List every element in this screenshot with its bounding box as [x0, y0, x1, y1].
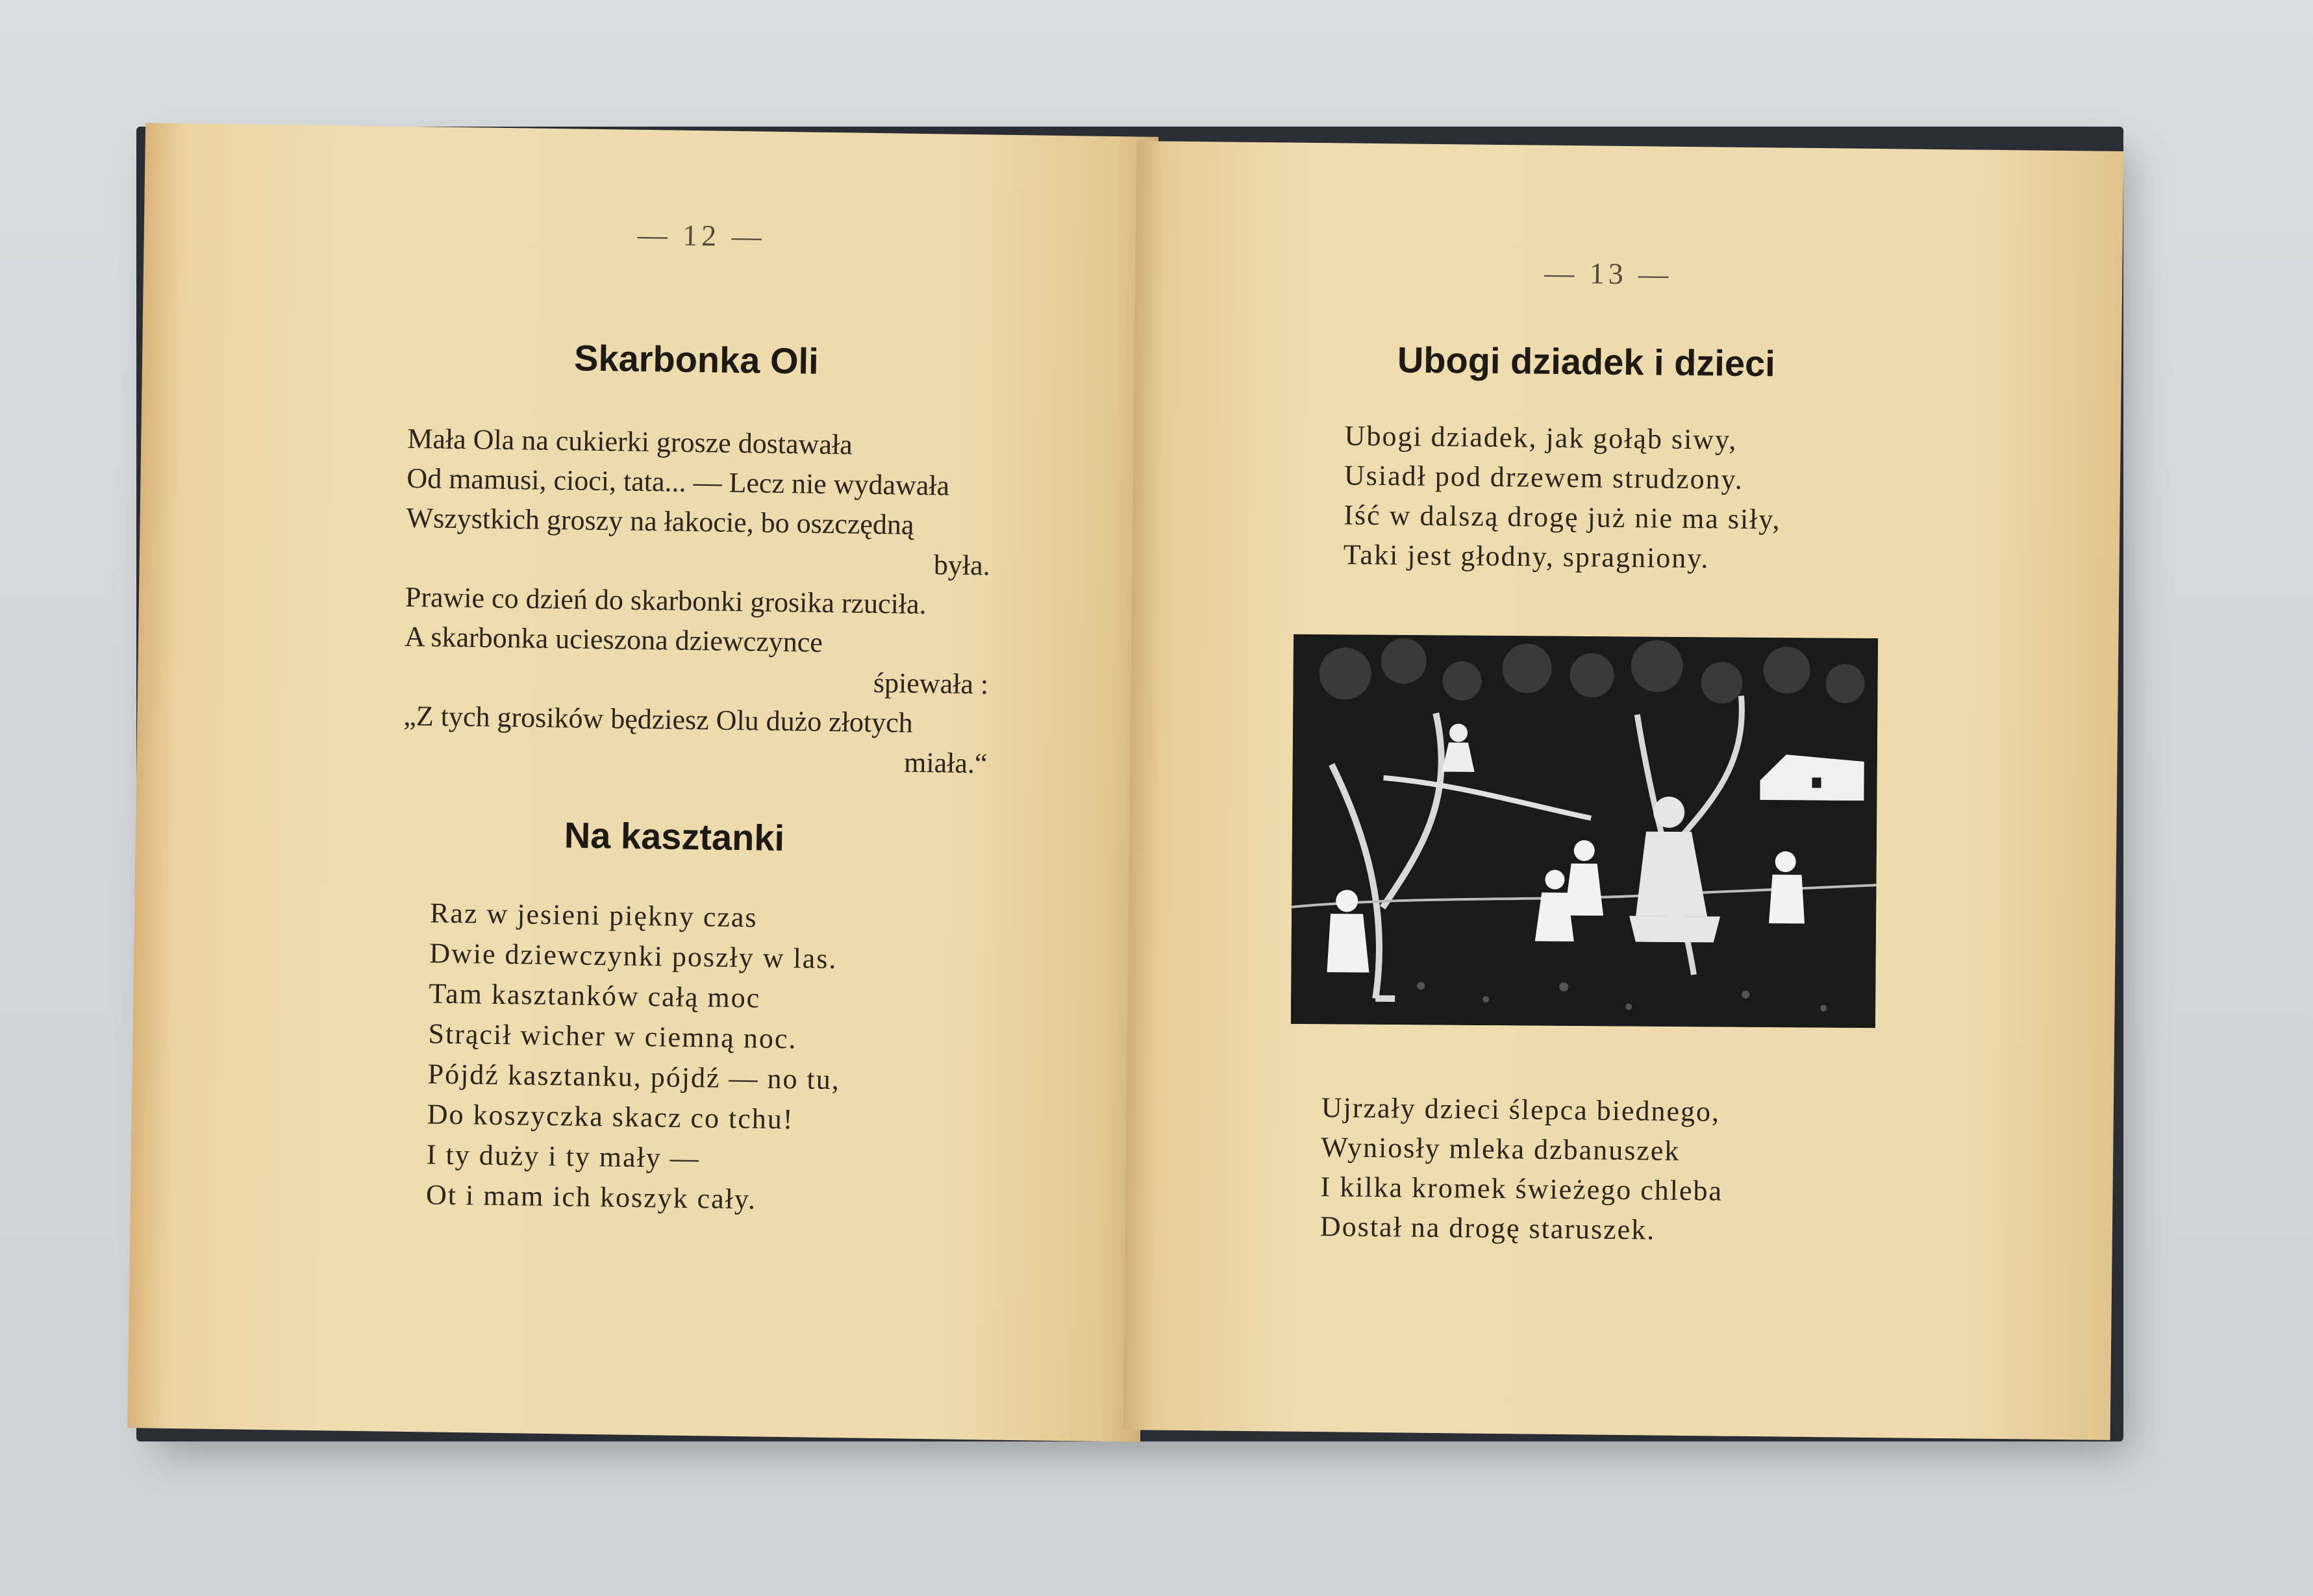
- poem-line: Wyniosły mleka dzbanuszek: [1320, 1131, 1681, 1167]
- poem-line: Mała Ola na cukierki grosze dostawała: [407, 422, 853, 461]
- poem-line: I ty duży i ty mały —: [426, 1138, 701, 1175]
- illustration-scene: [1291, 634, 1878, 1028]
- poem-line: Ubogi dziadek, jak gołąb siwy,: [1344, 419, 1738, 456]
- poem-line: Iść w dalszą drogę już nie ma siły,: [1344, 499, 1781, 536]
- left-page: [127, 123, 1158, 1442]
- poem-line: Pójdź kasztanku, pójdź — no tu,: [427, 1058, 841, 1096]
- poem-line: Taki jest głodny, spragniony.: [1343, 538, 1710, 575]
- poem-stanza-1: [1343, 416, 1782, 579]
- poem-line: Dostał na drogę staruszek.: [1319, 1210, 1656, 1246]
- poem-line: Do koszyczka skacz co tchu!: [427, 1098, 794, 1136]
- poem-title-skarbonka: Skarbonka Oli: [573, 337, 819, 382]
- poem-line: była.: [933, 549, 991, 582]
- poem-line: śpiewała :: [873, 666, 989, 701]
- poem-line: Usiadł pod drzewem strudzony.: [1344, 459, 1744, 495]
- poem-line: miała.“: [903, 746, 988, 780]
- poem-line: Ujrzały dzieci ślepca biednego,: [1321, 1091, 1721, 1128]
- woodcut-illustration: [1291, 634, 1878, 1028]
- poem-kasztanki: [426, 893, 843, 1221]
- poem-line: Prawie co dzień do skarbonki grosika rzuciła.: [405, 580, 927, 621]
- poem-line: „Z tych grosików będziesz Olu dużo złotych: [403, 699, 914, 739]
- poem-line: Ot i mam ich koszyk cały.: [425, 1178, 757, 1216]
- poem-line: Dwie dziewczynki poszły w las.: [429, 937, 838, 975]
- poem-line: Raz w jesieni piękny czas: [429, 897, 758, 934]
- page-number-right: — 13 —: [1544, 256, 1673, 291]
- poem-title-kasztanki: Na kasztanki: [564, 814, 785, 859]
- poem-line: Wszystkich groszy na łakocie, bo oszczędną: [406, 501, 914, 541]
- poem-skarbonka: [403, 419, 992, 784]
- poem-line: Strącił wicher w ciemną noc.: [428, 1017, 797, 1055]
- poem-title-ubogi-dziadek: Ubogi dziadek i dzieci: [1397, 339, 1776, 384]
- poem-line: Od mamusi, cioci, tata... — Lecz nie wydawała: [406, 462, 950, 502]
- poem-line: Tam kasztanków całą moc: [429, 977, 761, 1014]
- poem-line: I kilka kromek świeżego chleba: [1320, 1171, 1723, 1207]
- poem-stanza-2: [1320, 1088, 1724, 1250]
- poem-line: A skarbonka ucieszona dziewczynce: [404, 620, 823, 658]
- page-number-left: — 12 —: [637, 218, 766, 253]
